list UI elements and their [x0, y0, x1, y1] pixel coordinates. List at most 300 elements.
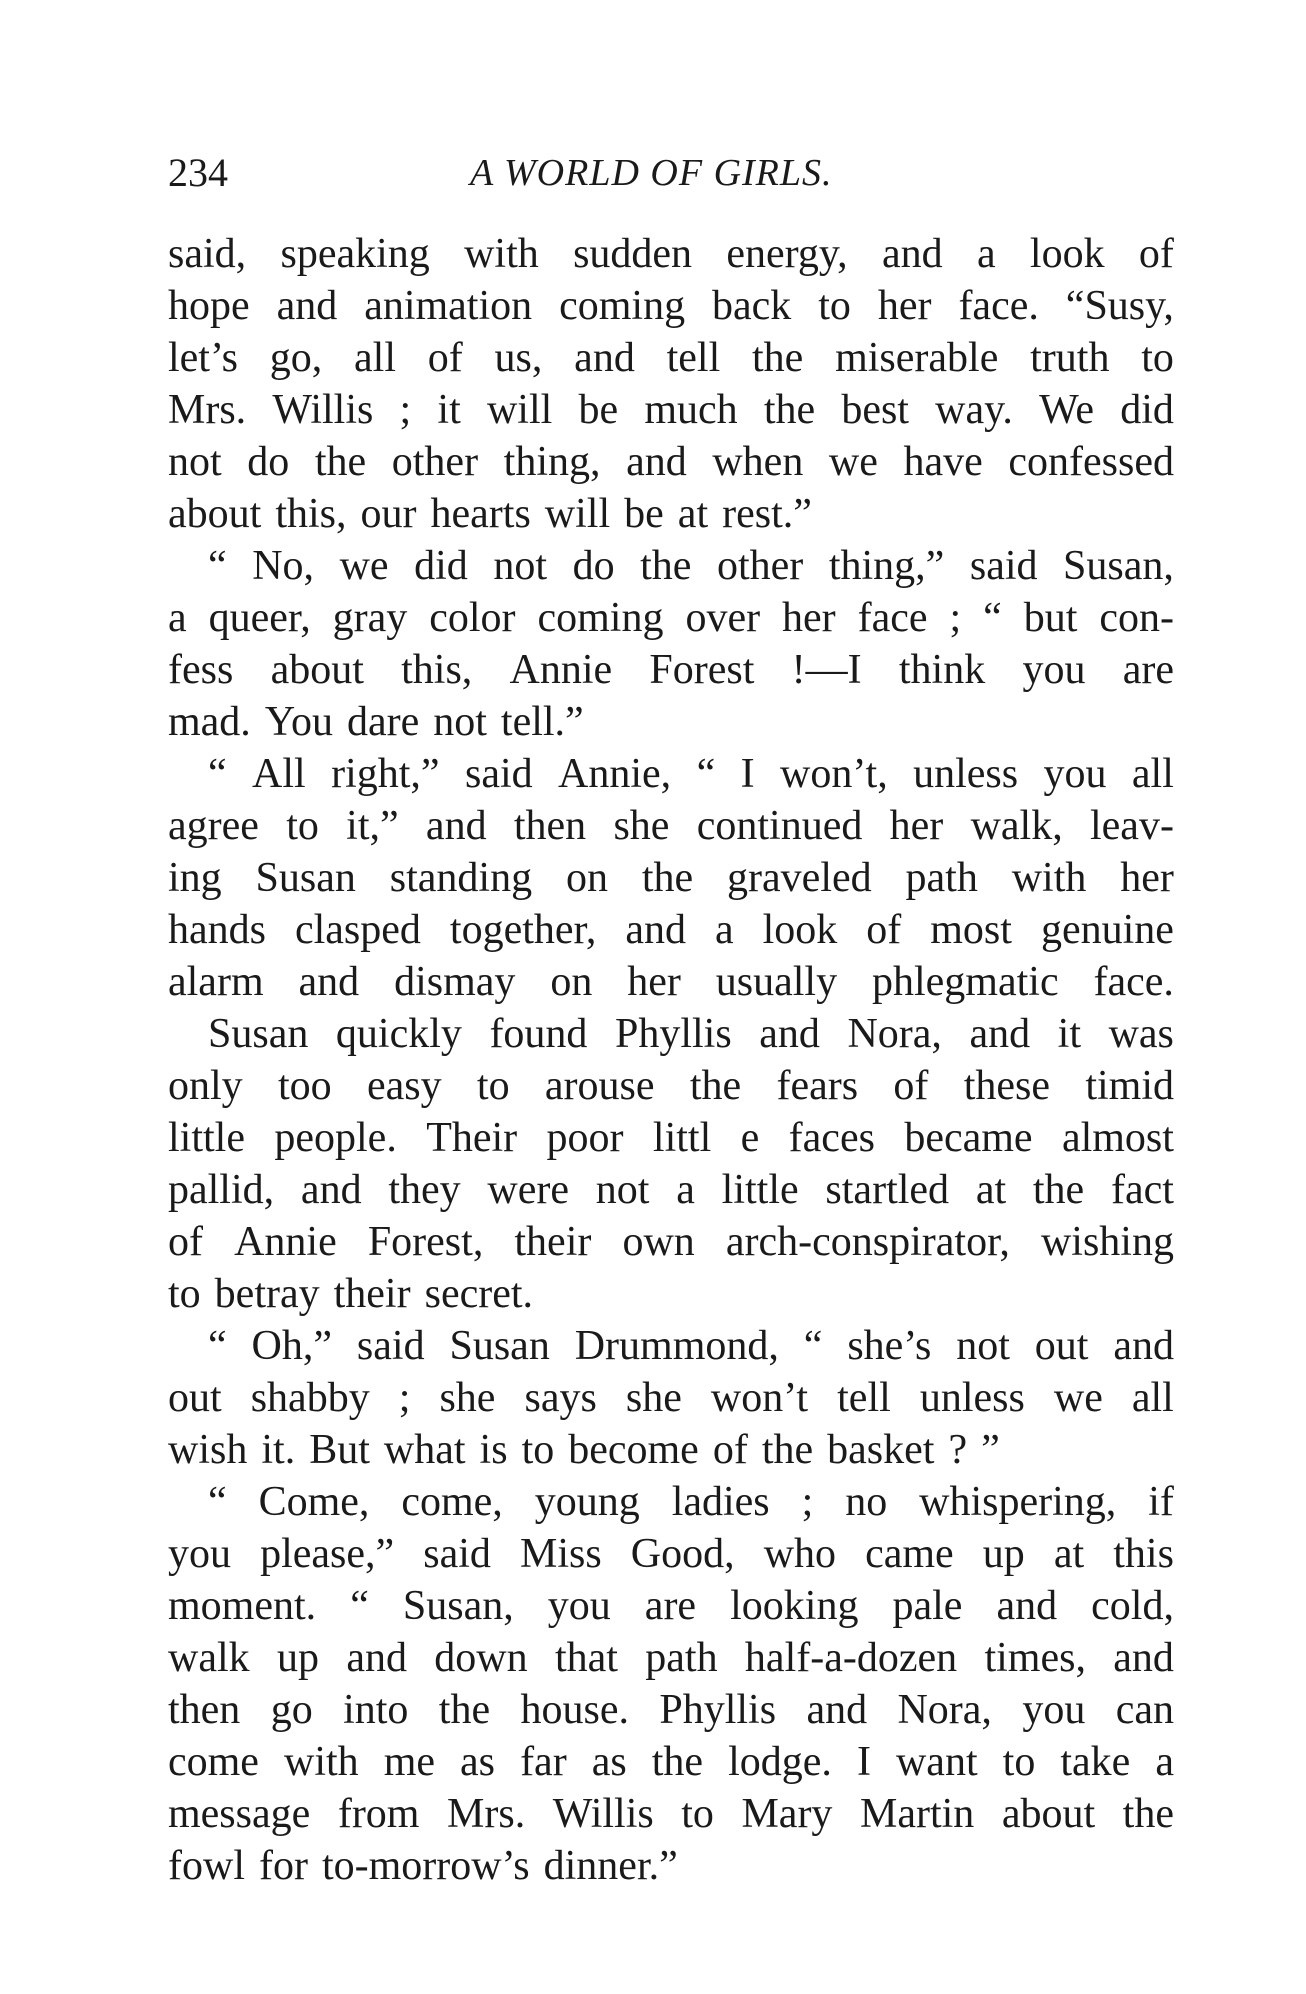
- word: the: [689, 1063, 742, 1109]
- word: to: [476, 1063, 510, 1109]
- text-line: [168, 1840, 1174, 1892]
- word: she’s: [847, 1323, 932, 1369]
- word: says: [524, 1375, 597, 1421]
- word: Susan: [208, 1011, 309, 1057]
- word: speaking: [280, 231, 430, 277]
- text-line: [168, 696, 1174, 748]
- word: to: [1141, 335, 1174, 381]
- word: back: [712, 283, 792, 329]
- word: it: [437, 387, 461, 433]
- word: then: [168, 1687, 241, 1733]
- word: Annie,: [558, 751, 672, 797]
- word: other: [716, 543, 804, 589]
- text-line: [168, 540, 1174, 592]
- word: go: [270, 1687, 313, 1733]
- word: color: [429, 595, 516, 641]
- text-line: [168, 1008, 1174, 1060]
- word: no: [845, 1479, 888, 1525]
- word: fowl: [168, 1843, 245, 1889]
- word: be: [624, 491, 664, 537]
- word: startled: [825, 1167, 950, 1213]
- word: then: [513, 803, 587, 849]
- word: I: [740, 751, 755, 797]
- word: this: [1113, 1531, 1174, 1577]
- word: have: [903, 439, 983, 485]
- word: I: [856, 1739, 871, 1785]
- word: quickly: [335, 1011, 462, 1057]
- word: Susan,: [402, 1583, 514, 1629]
- word: said: [356, 1323, 425, 1369]
- text-line: [168, 1112, 1174, 1164]
- word: littl: [652, 1115, 712, 1161]
- word: all: [1131, 1375, 1174, 1421]
- text-line: [168, 1372, 1174, 1424]
- text-line: [168, 384, 1174, 436]
- word: to-morrow’s: [321, 1843, 530, 1889]
- word: ;: [398, 1375, 411, 1421]
- page-header: [168, 143, 1168, 203]
- word: take: [1060, 1739, 1131, 1785]
- word: us,: [494, 335, 543, 381]
- word: and: [276, 283, 338, 329]
- text-line: [168, 748, 1174, 800]
- word: and: [626, 439, 687, 485]
- word: from: [337, 1791, 420, 1837]
- word: thing,”: [828, 543, 945, 589]
- word: with: [1011, 855, 1087, 901]
- word: the: [752, 335, 804, 381]
- word: unless: [913, 751, 1019, 797]
- text-line: [168, 904, 1174, 956]
- word: to: [286, 803, 319, 849]
- text-line: [168, 436, 1174, 488]
- word: coming: [559, 283, 686, 329]
- word: hands: [168, 907, 266, 953]
- word: wishing: [1040, 1219, 1174, 1265]
- word: with: [464, 231, 539, 277]
- word: “: [208, 543, 227, 589]
- word: do: [572, 543, 615, 589]
- word: the: [314, 439, 367, 485]
- word: become: [568, 1427, 699, 1473]
- word: ladies: [671, 1479, 770, 1525]
- word: on: [565, 855, 608, 901]
- word: !—I: [791, 647, 862, 693]
- word: when: [712, 439, 804, 485]
- word: be: [578, 387, 619, 433]
- word: about: [1001, 1791, 1096, 1837]
- word: and: [300, 1167, 362, 1213]
- word: secret.: [424, 1271, 534, 1317]
- word: the: [1032, 1167, 1085, 1213]
- text-line: [168, 1580, 1174, 1632]
- text-line: [168, 800, 1174, 852]
- word: ;: [399, 387, 412, 433]
- word: Mrs.: [447, 1791, 526, 1837]
- word: over: [685, 595, 761, 641]
- word: for: [259, 1843, 308, 1889]
- word: about: [168, 491, 262, 537]
- word: face: [857, 595, 928, 641]
- word: a: [1155, 1739, 1174, 1785]
- word: did: [1120, 387, 1174, 433]
- word: But: [309, 1427, 370, 1473]
- word: energy,: [726, 231, 848, 277]
- word: “: [696, 751, 716, 797]
- word: together,: [449, 907, 597, 953]
- word: “: [350, 1583, 369, 1629]
- word: dare: [346, 699, 420, 745]
- word: the: [438, 1687, 491, 1733]
- word: times,: [984, 1635, 1086, 1681]
- word: whispering,: [919, 1479, 1117, 1525]
- word: at: [677, 491, 709, 537]
- word: tell: [666, 335, 721, 381]
- word: fears: [776, 1063, 859, 1109]
- word: message: [168, 1791, 311, 1837]
- word: shabby: [250, 1375, 370, 1421]
- text-line: [168, 1788, 1174, 1840]
- word: dismay: [394, 959, 516, 1005]
- word: of: [866, 907, 902, 953]
- word: coming: [537, 595, 664, 641]
- word: and: [298, 959, 360, 1005]
- word: pale: [892, 1583, 963, 1629]
- word: hearts: [430, 491, 531, 537]
- word: “: [208, 1323, 227, 1369]
- word: phlegmatic: [872, 959, 1059, 1005]
- word: said: [423, 1531, 491, 1577]
- word: of: [893, 1063, 929, 1109]
- word: half-a-dozen: [744, 1635, 958, 1681]
- word: and: [625, 907, 686, 953]
- text-line: [168, 1060, 1174, 1112]
- word: and: [881, 231, 943, 277]
- word: was: [1108, 1011, 1174, 1057]
- word: look: [1029, 231, 1105, 277]
- word: Susan: [449, 1323, 550, 1369]
- word: No,: [252, 543, 315, 589]
- word: path: [645, 1635, 718, 1681]
- word: Annie: [509, 647, 613, 693]
- word: animation: [364, 283, 533, 329]
- word: way.: [935, 387, 1013, 433]
- word: Miss: [519, 1531, 602, 1577]
- word: e: [740, 1115, 760, 1161]
- text-line: [168, 1476, 1174, 1528]
- word: clasped: [294, 907, 421, 953]
- word: face.: [958, 283, 1039, 329]
- word: said,: [168, 231, 247, 277]
- word: queer,: [208, 595, 311, 641]
- word: only: [168, 1063, 243, 1109]
- word: this,: [401, 647, 473, 693]
- word: All: [252, 751, 306, 797]
- word: and: [969, 1011, 1031, 1057]
- word: most: [930, 907, 1012, 953]
- word: all: [1131, 751, 1174, 797]
- word: best: [841, 387, 909, 433]
- word: ;: [801, 1479, 814, 1525]
- word: gray: [332, 595, 408, 641]
- word: can: [1115, 1687, 1174, 1733]
- word: Annie: [234, 1219, 337, 1265]
- text-line: [168, 1528, 1174, 1580]
- word: out: [1034, 1323, 1089, 1369]
- word: Martin: [859, 1791, 975, 1837]
- word: not: [433, 699, 487, 745]
- word: go,: [269, 335, 323, 381]
- word: a: [168, 595, 187, 641]
- word: she: [439, 1375, 496, 1421]
- word: looking: [730, 1583, 859, 1629]
- word: what: [383, 1427, 466, 1473]
- word: as: [591, 1739, 627, 1785]
- word: into: [343, 1687, 409, 1733]
- word: people.: [274, 1115, 397, 1161]
- text-line: [168, 332, 1174, 384]
- word: to: [168, 1271, 201, 1317]
- word: Oh,”: [251, 1323, 333, 1369]
- word: confessed: [1008, 439, 1174, 485]
- word: it,”: [346, 803, 399, 849]
- word: “Susy,: [1065, 283, 1174, 329]
- word: and: [759, 1011, 820, 1057]
- word: Susan: [255, 855, 356, 901]
- word: became: [904, 1115, 1033, 1161]
- text-line: [168, 956, 1174, 1008]
- word: usually: [715, 959, 838, 1005]
- word: far: [520, 1739, 567, 1785]
- word: face.: [1093, 959, 1174, 1005]
- word: Mary: [741, 1791, 833, 1837]
- word: con-: [1099, 595, 1174, 641]
- word: moment.: [168, 1583, 317, 1629]
- word: their: [514, 1219, 592, 1265]
- word: up: [276, 1635, 319, 1681]
- word: Susan,: [1063, 543, 1174, 589]
- word: will: [486, 387, 553, 433]
- word: Nora,: [847, 1011, 942, 1057]
- word: the: [651, 1739, 704, 1785]
- text-line: [168, 488, 1174, 540]
- word: she: [625, 1375, 682, 1421]
- text-line: [168, 592, 1174, 644]
- word: standing: [389, 855, 533, 901]
- word: Nora,: [897, 1687, 992, 1733]
- word: mad.: [168, 699, 251, 745]
- word: leav-: [1090, 803, 1174, 849]
- word: miserable: [835, 335, 999, 381]
- text-line: [168, 1320, 1174, 1372]
- word: tell.”: [500, 699, 584, 745]
- word: other: [391, 439, 479, 485]
- word: not: [493, 543, 548, 589]
- word: pallid,: [168, 1167, 275, 1213]
- word: ing: [168, 855, 222, 901]
- word: is: [479, 1427, 508, 1473]
- word: We: [1039, 387, 1095, 433]
- word: with: [283, 1739, 359, 1785]
- word: their: [333, 1271, 411, 1317]
- word: the: [1122, 1791, 1174, 1837]
- word: a: [676, 1167, 695, 1213]
- word: timid: [1085, 1063, 1174, 1109]
- word: she: [613, 803, 670, 849]
- word: think: [898, 647, 986, 693]
- word: but: [1023, 595, 1078, 641]
- word: the: [641, 855, 694, 901]
- word: young: [534, 1479, 640, 1525]
- word: hope: [168, 283, 250, 329]
- word: easy: [366, 1063, 442, 1109]
- word: agree: [168, 803, 259, 849]
- word: came: [865, 1531, 954, 1577]
- word: who: [763, 1531, 837, 1577]
- word: are: [1122, 647, 1174, 693]
- word: and: [574, 335, 635, 381]
- word: arouse: [544, 1063, 655, 1109]
- word: come,: [401, 1479, 503, 1525]
- word: not: [168, 439, 222, 485]
- word: won’t,: [780, 751, 888, 797]
- word: little: [721, 1167, 799, 1213]
- word: Willis: [272, 387, 374, 433]
- word: Forest,: [367, 1219, 484, 1265]
- word: of: [427, 335, 463, 381]
- word: our: [360, 491, 417, 537]
- word: Forest: [649, 647, 755, 693]
- word: to: [521, 1427, 555, 1473]
- word: little: [168, 1115, 245, 1161]
- word: you: [168, 1531, 231, 1577]
- word: graveled: [727, 855, 872, 901]
- page-number: 234: [168, 150, 228, 195]
- word: You: [264, 699, 333, 745]
- text-line: [168, 1216, 1174, 1268]
- text-line: [168, 1424, 1174, 1476]
- word: these: [963, 1063, 1050, 1109]
- word: path: [905, 855, 978, 901]
- word: continued: [696, 803, 863, 849]
- word: Come,: [258, 1479, 370, 1525]
- word: her: [877, 283, 932, 329]
- word: basket: [827, 1427, 935, 1473]
- word: a: [976, 231, 996, 277]
- word: ”: [981, 1427, 1000, 1473]
- word: it.: [261, 1427, 296, 1473]
- word: truth: [1030, 335, 1110, 381]
- word: and: [1113, 1635, 1174, 1681]
- word: we: [828, 439, 878, 485]
- text-line: [168, 644, 1174, 696]
- word: and: [425, 803, 487, 849]
- word: her: [627, 959, 681, 1005]
- word: fact: [1110, 1167, 1174, 1213]
- word: ?: [948, 1427, 968, 1473]
- word: you: [547, 1583, 611, 1629]
- text-line: [168, 1164, 1174, 1216]
- body-text: [168, 228, 1174, 1892]
- word: look: [762, 907, 838, 953]
- word: unless: [919, 1375, 1025, 1421]
- word: Phyllis: [659, 1687, 777, 1733]
- word: Phyllis: [614, 1011, 732, 1057]
- word: won’t: [710, 1375, 809, 1421]
- word: that: [554, 1635, 618, 1681]
- text-line: [168, 1736, 1174, 1788]
- word: as: [460, 1739, 496, 1785]
- word: betray: [214, 1271, 320, 1317]
- word: her: [782, 595, 836, 641]
- word: of: [712, 1427, 748, 1473]
- word: Their: [426, 1115, 518, 1161]
- word: will: [544, 491, 611, 537]
- word: are: [644, 1583, 697, 1629]
- word: walk,: [970, 803, 1063, 849]
- word: much: [644, 387, 738, 433]
- word: at: [975, 1167, 1007, 1213]
- word: right,”: [331, 751, 440, 797]
- word: rest.”: [722, 491, 812, 537]
- word: said: [969, 543, 1038, 589]
- word: and: [806, 1687, 868, 1733]
- word: arch-conspirator,: [725, 1219, 1010, 1265]
- word: “: [208, 1479, 227, 1525]
- running-title: A WORLD OF GIRLS.: [470, 152, 833, 194]
- word: her: [1120, 855, 1174, 901]
- word: not: [595, 1167, 650, 1213]
- word: of: [168, 1219, 203, 1265]
- word: too: [277, 1063, 332, 1109]
- word: do: [247, 439, 290, 485]
- text-line: [168, 1268, 1174, 1320]
- word: lodge.: [728, 1739, 832, 1785]
- word: please,”: [260, 1531, 395, 1577]
- word: Willis: [552, 1791, 654, 1837]
- word: cold,: [1091, 1583, 1174, 1629]
- word: own: [622, 1219, 695, 1265]
- word: and: [1113, 1323, 1174, 1369]
- word: up: [982, 1531, 1025, 1577]
- word: were: [487, 1167, 570, 1213]
- word: you: [1022, 1687, 1086, 1733]
- word: you: [1022, 647, 1086, 693]
- word: all: [354, 335, 397, 381]
- word: let’s: [168, 335, 238, 381]
- word: genuine: [1040, 907, 1174, 953]
- word: Drummond,: [574, 1323, 779, 1369]
- text-line: [168, 228, 1174, 280]
- word: down: [434, 1635, 528, 1681]
- word: me: [383, 1739, 435, 1785]
- word: almost: [1061, 1115, 1174, 1161]
- word: “: [803, 1323, 823, 1369]
- word: not: [956, 1323, 1010, 1369]
- word: of: [1138, 231, 1174, 277]
- word: Good,: [630, 1531, 735, 1577]
- word: alarm: [168, 959, 264, 1005]
- word: you: [1043, 751, 1107, 797]
- text-line: [168, 280, 1174, 332]
- text-line: [168, 1632, 1174, 1684]
- word: faces: [788, 1115, 875, 1161]
- word: we: [339, 543, 389, 589]
- word: sudden: [573, 231, 693, 277]
- word: about: [270, 647, 364, 693]
- word: “: [208, 751, 227, 797]
- word: the: [640, 543, 692, 589]
